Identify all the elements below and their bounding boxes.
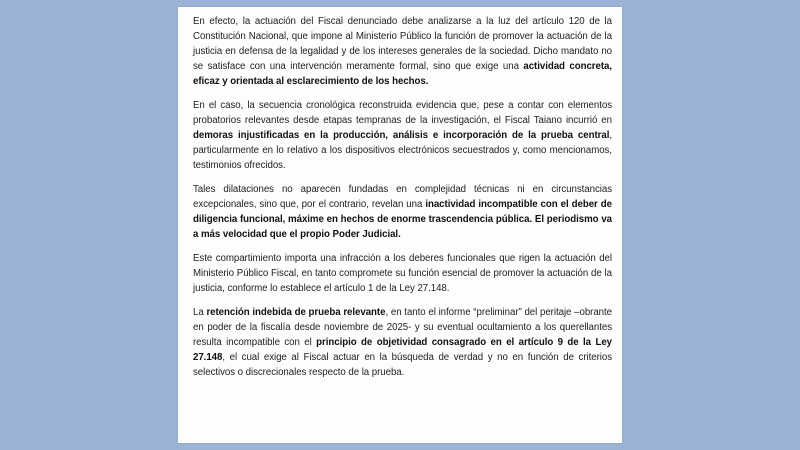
paragraph-4-text-1: Este compartimiento importa una infracción a los deberes funcionales que rigen la actuación del Ministerio Público Fiscal, en tanto compromete su función esencial de promover la actuación de la justicia, conforme lo establece el artículo 1 de la Ley 27.148. xyxy=(193,253,612,295)
paragraph-2-bold-1: demoras injustificadas en la producción, análisis e incorporación de la prueba central xyxy=(193,130,610,142)
paragraph-5-text-1: La xyxy=(193,306,207,318)
paragraph-1 xyxy=(193,14,612,89)
paragraph-5-text-3: , el cual exige al Fiscal actuar en la búsqueda de verdad y no en función de criterios selectivos o discrecionales respecto de la prueba. xyxy=(193,352,612,379)
paragraph-3-text-1: Tales dilataciones no aparecen fundadas en complejidad técnicas ni en circunstancias excepcionales, sino que, por el contrario, revelan una xyxy=(193,184,612,211)
paragraph-2-text-2: , particularmente en lo relativo a los dispositivos electrónicos secuestrados y, como mencionamos, testimonios ofrecidos. xyxy=(193,130,612,172)
paragraph-2-text-1: En el caso, la secuencia cronológica reconstruida evidencia que, pese a contar con elementos probatorios relevantes desde etapas tempranas de la investigación, el Fiscal Taiano incurrió en xyxy=(193,100,612,127)
paragraph-5-bold-2: principio de objetividad consagrado en el artículo 9 de la Ley 27.148 xyxy=(193,337,613,364)
paragraph-1-text-1: En efecto, la actuación del Fiscal denunciado debe analizarse a la luz del artículo 120 de la Constitución Nacional, que impone al Ministerio Público la función de promover la actuación de la justicia en defensa de la legalidad y de los intereses generales de la sociedad. Dicho mandato no se satisface con una intervención meramente formal, sino que exige una xyxy=(193,16,612,73)
paragraph-1-bold-1: actividad concreta, eficaz y orientada al esclarecimiento de los hechos. xyxy=(193,61,613,88)
paragraph-3-bold-1: inactividad incompatible con el deber de diligencia funcional, máxime en hechos de enorme trascendencia pública. El periodismo va a más velocidad que el propio Poder Judicial. xyxy=(193,199,612,241)
paragraph-5-text-2: , en tanto el informe “preliminar” del peritaje –obrante en poder de la fiscalía desde noviembre de 2025- y su eventual ocultamiento a los querellantes resulta incompatible con el xyxy=(193,306,613,349)
paragraph-4 xyxy=(193,251,612,296)
paragraph-5 xyxy=(193,305,612,380)
document-page xyxy=(178,7,622,443)
paragraph-3 xyxy=(193,182,612,242)
paragraph-2 xyxy=(193,98,612,173)
paragraph-5-bold-1: retención indebida de prueba relevante xyxy=(206,306,386,318)
